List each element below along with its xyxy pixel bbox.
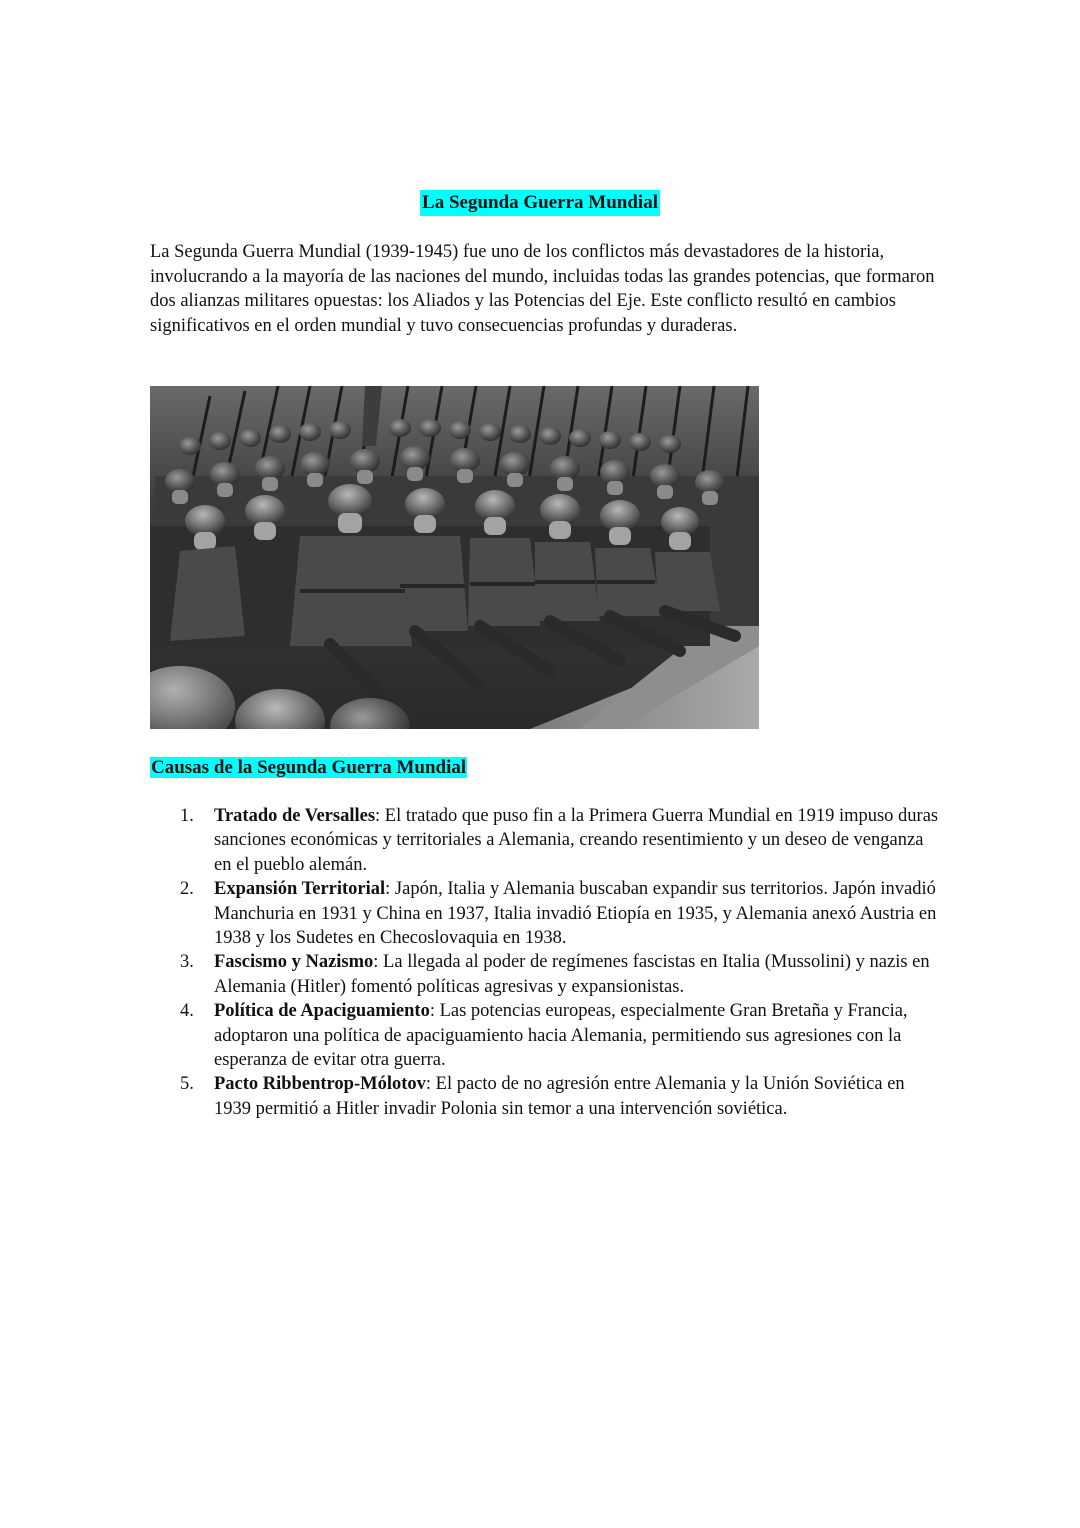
list-item-text: : El tratado que puso fin a la Primera Guerra Mundial en 1919 impuso duras sanciones económicas y territoriales a Alemania, creando resentimiento y un deseo de venganza en el pueblo alemán. — [214, 806, 939, 875]
list-item-number: 2. — [180, 879, 194, 900]
causes-heading — [150, 755, 467, 781]
list-item — [150, 950, 940, 999]
list-item — [150, 1072, 940, 1121]
list-item-term: Pacto Ribbentrop-Mólotov — [214, 1074, 426, 1095]
soldiers-marching-photo — [150, 386, 759, 729]
list-item — [150, 999, 940, 1072]
causes-list — [150, 804, 940, 1121]
list-item — [150, 804, 940, 877]
list-item-number: 5. — [180, 1074, 194, 1095]
document-title: La Segunda Guerra Mundial — [420, 190, 660, 216]
list-item-text: : Las potencias europeas, especialmente Gran Bretaña y Francia, adoptaron una política de apaciguamiento hacia Alemania, permitiendo sus agresiones con la esperanza de evitar otra guerra. — [214, 1001, 908, 1071]
causes-heading-text: Causas de la Segunda Guerra Mundial — [151, 757, 467, 778]
list-item-term: Expansión Territorial — [214, 879, 386, 900]
list-item-text: : Japón, Italia y Alemania buscaban expandir sus territorios. Japón invadió Manchuria en 1931 y China en 1937, Italia invadió Etiopía en 1935, y Alemania anexó Austria en 1938 y los Sudetes en Checoslovaquia en 1938. — [214, 879, 937, 949]
list-item-number: 3. — [180, 952, 194, 973]
list-item-term: Tratado de Versalles — [214, 806, 376, 826]
title-container — [0, 190, 1080, 216]
list-item-term: Política de Apaciguamiento — [214, 1001, 430, 1022]
list-item-number: 1. — [180, 806, 194, 826]
list-item-text: : El pacto de no agresión entre Alemania y la Unión Soviética en 1939 permitió a Hitler invadir Polonia sin temor a una intervención soviética. — [214, 1074, 905, 1119]
list-item-number: 4. — [180, 1001, 194, 1022]
list-item-text: : La llegada al poder de regímenes fascistas en Italia (Mussolini) y nazis en Alemania (Hitler) fomentó políticas agresivas y expansionistas. — [214, 952, 930, 997]
list-item-term: Fascismo y Nazismo — [214, 952, 374, 973]
intro-paragraph: La Segunda Guerra Mundial (1939-1945) fue uno de los conflictos más devastadores de la historia, involucrando a la mayoría de las naciones del mundo, incluidas todas las grandes potencias, que formaron dos alianzas militares opuestas: los Aliados y las Potencias del Eje. Este conflicto resultó en cambios significativos en el orden mundial y tuvo consecuencias profundas y duraderas. — [150, 242, 935, 336]
list-item — [150, 877, 940, 950]
